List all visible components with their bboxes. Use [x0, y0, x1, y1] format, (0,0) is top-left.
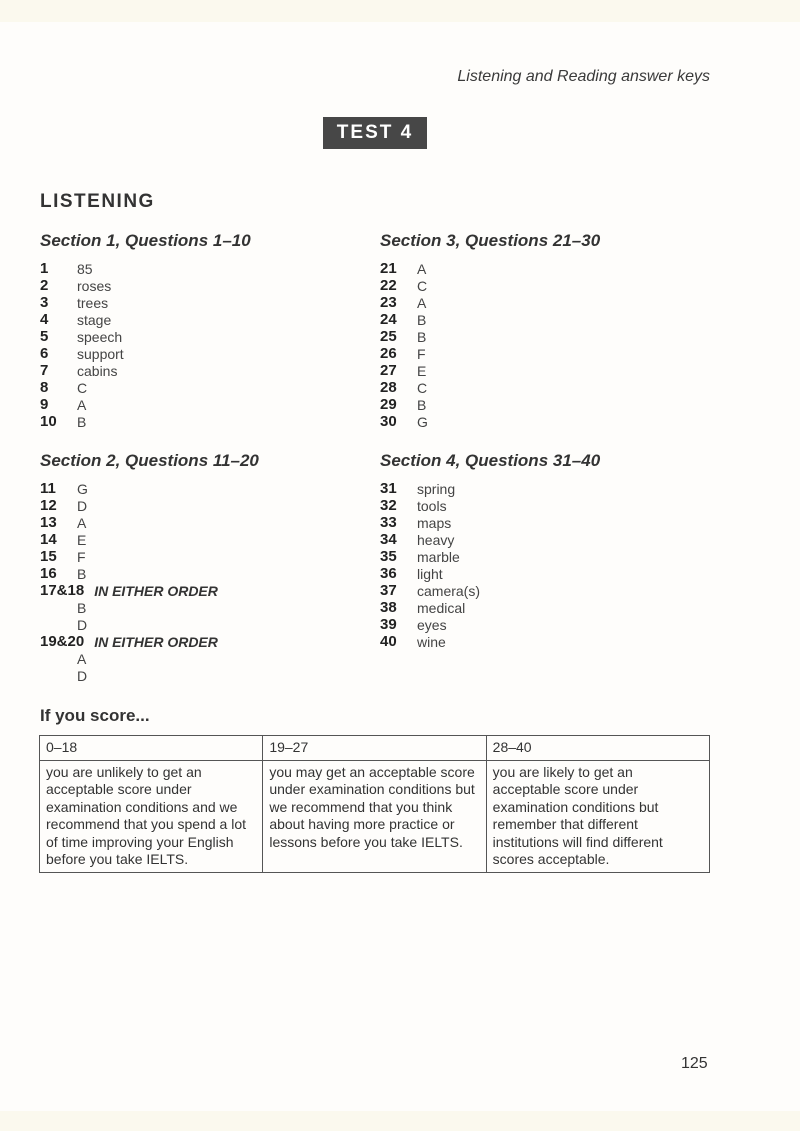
question-number: 33 [380, 514, 397, 531]
question-number: 13 [40, 514, 57, 531]
answer-row [40, 531, 259, 548]
either-order-note: IN EITHER ORDER [94, 582, 218, 599]
answer-value: 85 [77, 260, 93, 277]
answer-value: A [77, 514, 87, 531]
answer-row [380, 480, 600, 497]
page-bottom-edge [0, 1111, 800, 1131]
answer-value: spring [417, 480, 456, 497]
question-number: 32 [380, 497, 397, 514]
score-description-cell: you may get an acceptable score under examination conditions but we recommend that you think about having more practice or lessons before you take IELTS. [263, 760, 486, 872]
question-number: 36 [380, 565, 397, 582]
answer-row [380, 548, 600, 565]
answer-row [380, 396, 600, 413]
answer-value: stage [77, 311, 112, 328]
section-3-title: Section 3, Questions 21–30 [380, 231, 601, 250]
page-top-edge [0, 0, 800, 22]
question-number: 19&20 [40, 633, 85, 650]
question-number: 3 [40, 294, 49, 311]
answer-row [380, 582, 600, 599]
answer-value: heavy [417, 531, 455, 548]
question-number: 34 [380, 531, 397, 548]
answer-value: support [77, 345, 124, 362]
answer-value: A [77, 650, 87, 667]
answer-row [40, 362, 251, 379]
section-2-title: Section 2, Questions 11–20 [40, 451, 259, 470]
score-table-header-row [40, 736, 710, 761]
answer-value: medical [417, 599, 466, 616]
section-2-answer-list [40, 480, 259, 684]
question-number: 4 [40, 311, 49, 328]
answer-row [40, 548, 259, 565]
answer-row [40, 260, 251, 277]
answer-row [380, 379, 600, 396]
answer-row [380, 514, 600, 531]
answer-value: A [417, 294, 427, 311]
page-number: 125 [681, 1055, 708, 1072]
answer-row [40, 514, 259, 531]
either-order-note: IN EITHER ORDER [94, 633, 218, 650]
answer-group-row [40, 633, 259, 650]
answer-value: G [77, 480, 88, 497]
answer-value: G [417, 413, 428, 430]
question-number: 29 [380, 396, 397, 413]
section-1-answer-list [40, 260, 251, 430]
question-number: 11 [40, 480, 56, 497]
answer-row [40, 379, 251, 396]
question-number: 35 [380, 548, 397, 565]
answer-row [380, 260, 600, 277]
answer-row [40, 311, 251, 328]
question-number: 14 [40, 531, 57, 548]
answer-value: tools [417, 497, 447, 514]
answer-value: wine [417, 633, 446, 650]
answer-row [380, 633, 600, 650]
section-4-title: Section 4, Questions 31–40 [380, 451, 601, 470]
question-number: 16 [40, 565, 57, 582]
answer-row [40, 599, 259, 616]
score-description-cell: you are unlikely to get an acceptable score under examination conditions and we recommend that you spend a lot of time improving your English before you take IELTS. [40, 760, 263, 872]
answer-value: C [417, 277, 428, 294]
question-number: 23 [380, 294, 397, 311]
answer-value: maps [417, 514, 452, 531]
answer-row [380, 328, 600, 345]
question-number: 15 [40, 548, 57, 565]
answer-row [380, 362, 600, 379]
score-range-cell: 0–18 [40, 736, 263, 761]
answer-row [380, 616, 600, 633]
test-badge: TEST 4 [323, 117, 427, 149]
answer-row [40, 565, 259, 582]
answer-value: E [417, 362, 427, 379]
question-number: 5 [40, 328, 49, 345]
section-4-block [380, 451, 600, 650]
question-number: 22 [380, 277, 397, 294]
answer-row [40, 413, 251, 430]
answer-row [40, 328, 251, 345]
question-number: 12 [40, 497, 57, 514]
answer-row [380, 565, 600, 582]
answer-value: B [77, 565, 87, 582]
section-1-title: Section 1, Questions 1–10 [40, 231, 251, 250]
answer-row [40, 480, 259, 497]
question-number: 39 [380, 616, 397, 633]
answer-value: B [417, 311, 427, 328]
score-range-cell: 28–40 [486, 736, 709, 761]
question-number: 27 [380, 362, 397, 379]
section-1-block [40, 231, 251, 430]
answer-row [40, 497, 259, 514]
answer-value: speech [77, 328, 123, 345]
score-table-body-row [40, 760, 710, 872]
answer-row [380, 497, 600, 514]
answer-value: cabins [77, 362, 118, 379]
answer-value: eyes [417, 616, 447, 633]
question-number: 2 [40, 277, 49, 294]
question-number: 9 [40, 396, 49, 413]
answer-row [40, 396, 251, 413]
answer-row [380, 531, 600, 548]
question-number: 24 [380, 311, 397, 328]
question-number: 25 [380, 328, 397, 345]
answer-value: D [77, 616, 88, 633]
answer-row [40, 616, 259, 633]
answer-value: B [77, 413, 87, 430]
question-number: 40 [380, 633, 397, 650]
answer-row [380, 277, 600, 294]
answer-group-row [40, 582, 259, 599]
question-number: 37 [380, 582, 397, 599]
answer-row [40, 345, 251, 362]
answer-value: B [417, 328, 427, 345]
answer-row [40, 667, 259, 684]
answer-value: trees [77, 294, 109, 311]
answer-value: F [417, 345, 426, 362]
answer-value: C [417, 379, 428, 396]
answer-row [40, 650, 259, 667]
answer-value: B [77, 599, 87, 616]
answer-value: C [77, 379, 88, 396]
score-heading: If you score... [40, 706, 150, 725]
answer-value: B [417, 396, 427, 413]
question-number: 10 [40, 413, 57, 430]
answer-value: marble [417, 548, 460, 565]
listening-heading: LISTENING [40, 191, 155, 212]
answer-row [380, 599, 600, 616]
score-range-cell: 19–27 [263, 736, 486, 761]
answer-row [380, 413, 600, 430]
answer-value: camera(s) [417, 582, 481, 599]
question-number: 1 [40, 260, 49, 277]
question-number: 8 [40, 379, 49, 396]
answer-value: D [77, 497, 88, 514]
answer-value: E [77, 531, 87, 548]
score-description-cell: you are likely to get an acceptable score under examination conditions but remember that different institutions will find different scores acceptable. [486, 760, 709, 872]
answer-value: D [77, 667, 88, 684]
question-number: 7 [40, 362, 49, 379]
question-number: 38 [380, 599, 397, 616]
section-2-block [40, 451, 259, 684]
answer-value: roses [77, 277, 112, 294]
question-number: 30 [380, 413, 397, 430]
score-table [39, 735, 710, 873]
answer-value: F [77, 548, 86, 565]
answer-row [40, 294, 251, 311]
answer-row [380, 311, 600, 328]
answer-row [380, 345, 600, 362]
question-number: 6 [40, 345, 49, 362]
question-number: 26 [380, 345, 397, 362]
answer-value: light [417, 565, 443, 582]
section-3-answer-list [380, 260, 600, 430]
question-number: 31 [380, 480, 397, 497]
answer-value: A [77, 396, 87, 413]
section-3-block [380, 231, 600, 430]
answer-value: A [417, 260, 427, 277]
section-4-answer-list [380, 480, 600, 650]
answer-row [40, 277, 251, 294]
question-number: 21 [380, 260, 397, 277]
question-number: 17&18 [40, 582, 85, 599]
answer-row [380, 294, 600, 311]
question-number: 28 [380, 379, 397, 396]
running-title: Listening and Reading answer keys [457, 68, 710, 85]
